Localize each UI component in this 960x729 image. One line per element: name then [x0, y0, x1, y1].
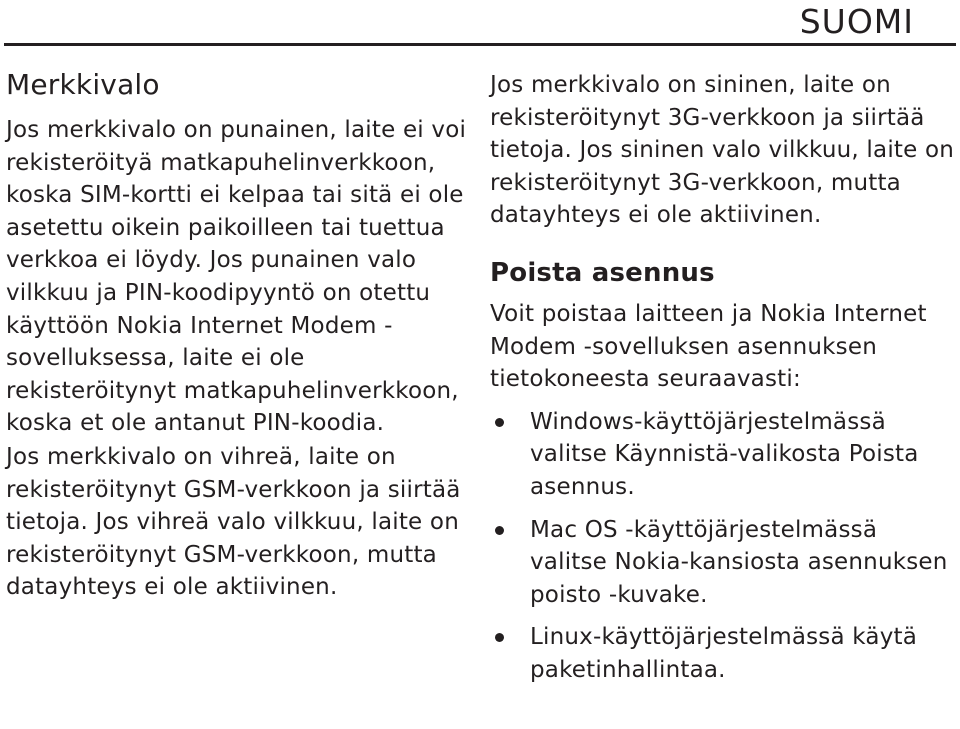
paragraph-blue-light: Jos merkkivalo on sininen, laite on rekisteröitynyt 3G-verkkoon ja siirtää tietoja. Jos sininen valo vilkkuu, laite on rekisteröitynyt 3G-verkkoon, mutta datayhteys ei ole aktiivinen. — [490, 72, 955, 229]
list-item-text: Windows-käyttöjärjestelmässä valitse Käynnistä-valikosta Poista asennus. — [530, 408, 919, 500]
paragraph-red-light: Jos merkkivalo on punainen, laite ei voi rekisteröityä matkapuhelinverkkoon, koska SIM-kortti ei kelpaa tai sitä ei ole asetettu oikein paikoilleen tai tuettua verkkoa ei löydy. Jos punainen valo vilkkuu ja PIN-koodipyyntö on otettu käyttöön Nokia Internet Modem -sovelluksessa, laite ei ole rekisteröitynyt matkapuhelinverkkoon, koska et ole antanut PIN-koodia. — [6, 117, 467, 437]
page-language-label: SUOMI — [799, 2, 914, 41]
header-divider — [4, 43, 956, 46]
list-item-text: Linux-käyttöjärjestelmässä käytä paketinhallintaa. — [530, 624, 918, 683]
list-item — [490, 514, 956, 612]
paragraph-green-light: Jos merkkivalo on vihreä, laite on rekisteröitynyt GSM-verkkoon ja siirtää tietoja. Jos vihreä valo vilkkuu, laite on rekisteröitynyt GSM-verkkoon, mutta datayhteys ei ole aktiivinen. — [6, 443, 461, 601]
list-item-text: Mac OS -käyttöjärjestelmässä valitse Nokia-kansiosta asennuksen poisto -kuvake. — [530, 516, 948, 608]
bullet-icon — [495, 418, 504, 427]
uninstall-steps-list — [490, 406, 956, 687]
section-heading-poista-asennus: Poista asennus — [490, 257, 715, 288]
section-heading-merkkivalo: Merkkivalo — [6, 68, 160, 101]
paragraph-uninstall-intro: Voit poistaa laitteen ja Nokia Internet Modem -sovelluksen asennuksen tietokoneesta seuraavasti: — [490, 300, 927, 393]
list-item — [490, 621, 956, 686]
right-column — [490, 57, 956, 697]
left-column — [6, 57, 471, 604]
list-item — [490, 406, 956, 504]
bullet-icon — [495, 633, 504, 642]
bullet-icon — [495, 526, 504, 535]
